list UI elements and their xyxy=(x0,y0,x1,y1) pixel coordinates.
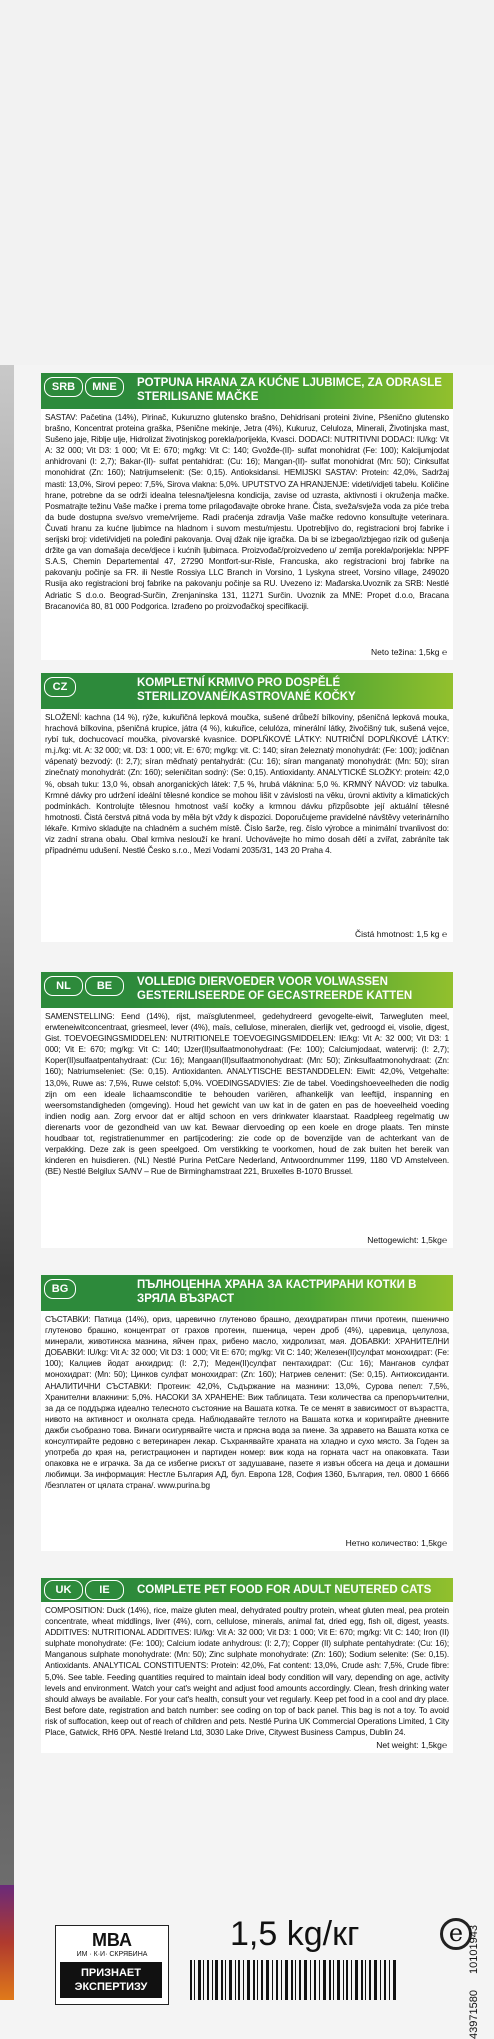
background-top xyxy=(0,0,494,365)
package-weight: 1,5 kg/кг xyxy=(230,1915,360,1953)
panel-header xyxy=(41,673,453,709)
country-badge: BE xyxy=(85,976,124,996)
country-badge: BG xyxy=(44,1279,76,1299)
estimated-sign-icon: e xyxy=(440,1918,472,1950)
panel-body: СЪСТАВКИ: Патица (14%), ориз, царевично глутеново брашно, дехидратиран птичи протеин, пшенично глутеново брашно, концентрат от грахов протеин, пшеница, черен дроб (4%), царевица, целулоза, минерали, животинска мазнина, яйчен прах, рибено масло, хидролизат, мая. ДОБАВКИ: ХРАНИТЕЛНИ ДОБАВКИ: IU/kg: Vit A: 32 000; Vit D3: 1 000; Vit E: 670; mg/kg: Vit C: 140; Железен(II)сулфат монохидрат: (Fe: 100); Калциев йодат анхидрид: (I: 2,7); Меден(II)сулфат пентахидрат: (Cu: 16); Манганов сулфат монохидрат: (Mn: 50); Цинков сулфат монохидрат: (Zn: 160); Натриев селенит: (Se: 0,15). Антиоксиданти. АНАЛИТИЧНИ СЪСТАВКИ: Протеин: 42,0%, Съдържание на мазнини: 13,0%, Сурова пепел: 7,5%, Хранителни влакнини: 5,0%. НАСОКИ ЗА ХРАНЕНЕ: Виж таблицата. Тези количества са препоръчителни, за да се поддържа идеално телесното състояние на Вашата котка. Те се менят в зависимост от възрастта, нивото на активност и околната среда. Наблюдавайте теглото на Вашата котка и коригирайте дневните дажби съобразно това. Винаги осигурявайте чиста и прясна вода за пиене. За здравето на Вашата котка се консултирайте редовно с ветеринарен лекар. Съхранявайте храната на хладно и сухо място. За Годен за употреба до края на, регистрационен и партиден номер: виж кода на горната част на опаковката. Тази опаковка не е играчка. За да се избегне рискът от задушаване, пазете я извън обсега на деца и домашни любимци. За информация: Нестле България АД, бул. Европа 128, София 1360, България, тел. 0800 1 6666 /безплатен от цялата страна/. www.purina.bg xyxy=(45,1315,449,1491)
country-badge: IE xyxy=(85,1580,124,1600)
label-panel-cz xyxy=(41,673,453,942)
country-badge: UK xyxy=(44,1580,83,1600)
mba-endorsement xyxy=(60,1962,162,1998)
package-edge-accent xyxy=(0,1885,14,2000)
mba-title: МВА xyxy=(91,1930,133,1950)
panel-body: SAMENSTELLING: Eend (14%), rijst, maïsglutenmeel, gedehydreerd gevogelte-eiwit, Tarwegluten meel, erwteneiwitconcentraat, griesmeel, lever (4%), maïs, cellulose, mineralen, dierlijk vet, gedroogd ei, visolie, digest, Gist. TOEVOEGINGSMIDDELEN: NUTRITIONELE TOEVOEGINGSMIDDELEN: IE/kg: Vit A: 32 000; Vit D3: 1 000; Vit E: 670; mg/kg: Vit C: 140; IJzer(II)sulfaatmonohydraat: (Fe: 100); Calciumjodaat, watervrij: (I: 2,7); Koper(II)sulfaatpentahydraat: (Cu: 16); Mangaan(II)sulfaatmonohydraat: (Mn: 50); Zinksulfaatmonohydraat: (Zn: 160); Natriumseleniet: (Se: 0,15). Antioxidanten. ANALYTISCHE BESTANDDELEN: Eiwit: 42,0%, Vetgehalte: 13,0%, Ruwe as: 7,5%, Ruwe celstof: 5,0%. VOEDINGSADVIES: Zie de tabel. Voedingshoeveelheden die nodig zijn om een ideale lichaamsconditie te behouden variëren, afhankelijk van leeftijd, inspanning en weersomstandigheden (omgeving). Houd het gewicht van uw kat in de gaten en pas de hoeveelheid voeding indien nodig aan. Zorg ervoor dat er altijd schoon en vers drinkwater klaarstaat. Raadpleeg regelmatig uw dierenarts voor de gezondheid van uw kat. Bewaar diervoeding op een koele en droge plaats. Ten minste houdbaar tot, registratienummer en partijcodering: zie code op de bovenzijde van de achterkant van de verpakking. Deze zak is geen speelgoed. Om verstikking te voorkomen, houd de zak buiten het bereik van kinderen en huisdieren. (NL) Nestlé Purina PetCare Nederland, Antwoordnummer 1199, 1180 VD Amstelveen. (BE) Nestlé Belgilux SA/NV – Rue de Birminghamstraat 221, Bruxelles B-1070 Brussel. xyxy=(45,1012,449,1177)
panel-body: COMPOSITION: Duck (14%), rice, maize gluten meal, dehydrated poultry protein, wheat gluten meal, pea protein concentrate, wheat middlings, liver (4%), corn, cellulose, minerals, animal fat, dried egg, fish oil, digest, yeasts. ADDITIVES: NUTRITIONAL ADDITIVES: IU/kg: Vit A: 32 000; Vit D3: 1 000; Vit E: 670; mg/kg: Vit C: 140; Iron (II) sulphate monohydrate: (Fe: 100); Calcium iodate anhydrous: (I: 2,7); Copper (II) sulphate pentahydrate: (Cu: 16); Manganous sulphate monohydrate: (Mn: 50); Zinc sulphate monohydrate: (Zn: 160); Sodium selenite: (Se: 0,15). Antioxidants. ANALYTICAL CONSTITUENTS: Protein: 42,0%, Fat content: 13,0%, Crude ash: 7,5%, Crude fibre: 5,0%. See table. Feeding quantities required to maintain ideal body condition will vary, depending on age, activity levels and environment. Watch your cat's weight and adjust food amounts accordingly. Clean, fresh drinking water should always be available. For your cat's health, consult your vet regularly. Keep pet food in a cool and dry place. Best before date, registration and batch number: see coding on top of back panel. This bag is not a toy. To avoid risk of suffocation, keep out of reach of children and pets. Nestlé Purina UK Commercial Operations Limited, 1 City Place, Gatwick, RH6 0PA. Nestlé Ireland Ltd, 3030 Lake Drive, Citywest Business Campus, Dublin 24. xyxy=(45,1606,449,1738)
panel-title: ПЪЛНОЦЕННА ХРАНА ЗА КАСТРИРАНИ КОТКИ В ЗРЯЛА ВЪЗРАСТ xyxy=(137,1279,417,1305)
panel-body: SASTAV: Pačetina (14%), Pirinač, Kukuruzno glutensko brašno, Dehidrisani proteini živine, Pšenično glutensko brašno, Koncentrat proteina graška, Pšenične mekinje, Jetra (4%), Kukuruz, Celuloza, Minerali, Životinjska mast, Sušeno jaje, Riblje ulje, Hidrolizat životinjskog porekla/porijekla, Kvasci. DODACI: NUTRITIVNI DODACI: IU/kg: Vit A: 32 000; Vit D3: 1 000; Vit E: 670; mg/kg: Vit C: 140; Gvožđe-(II)- sulfat monohidrat (Fe: 100); Kalcijumjodat anhidrovani (I: 2,7); Bakar-(II)- sulfat pentahidrat: (Cu: 16); Mangan-(II)- sulfat monohidrat (Mn: 50); Cinksulfat monohidrat (Zn: 160); Natrijumselenit: (Se: 0,15). Antioksidansi. HEMIJSKI SASTAV: Protein: 42,0%, Sadržaj masti: 13,0%, Sirovi pepeo: 7,5%, Sirova vlakna: 5,0%. UPUTSTVO ZA HRANJENJE: videti/vidjeti tabelu. Količine hrane, potrebne da se održi idealna telesna/tjelesna kondicija, zavise od uzrasta, aktivnosti i okruženja mačke. Posmatrajte težinu Vaše mačke i prema tome prilagođavajte obroke hrane. Čista, sveža/svježa voda za piće treba da bude dostupna sve/svo vreme/vrijeme. Radi praćenja zdravlja Vaše mačke redovno konsultujte veterinara. Čuvati hranu za kućne ljubimce na hladnom i suvom mestu/mjestu. Upotrebljivo do, registracioni broj fabrike i serijski broj: videti/vidjeti na poleđini pakovanja. Ovaj džak nije igračka. Da bi se izbegao/izbjegao rizik od gušenja držite ga van domašaja dece/djece i kućnih ljubimaca. Proizvođač/proizvedeno u/ zemlja porekla/porijekla: NPPF S.A.S, Chemin Departemental 47, 27290 Montfort-sur-Risle, Francuska, ako registracioni broj fabrike na pakovanju počinje sa FR. ili Nestle Rossiya LLC Branch in Vorsino, 1 Lyskyna street, Vorsino village, 249020 Rusija ako registracioni broj fabrike na pakovanju počinje sa RU. Uvezeno iz: Mađarska.Uvoznik za SRB: Nestlé Adriatic S d.o.o. Beograd-Surčin, Zrenjaninska 131, 11271 Surčin. Uvoznik za MNE: Propet d.o.o, Bracana Bracanovića 80, 81 000 Podgorica. Izrađeno po proizvođačkoj specifikaciji. xyxy=(45,413,449,611)
package-edge-strip xyxy=(0,365,14,1885)
panel-header xyxy=(41,373,453,409)
panel-title: POTPUNA HRANA ZA KUĆNE LJUBIMCE, ZA ODRASLE STERILISANE MAČKE xyxy=(137,377,442,403)
label-panel-srb-mne xyxy=(41,373,453,660)
mba-endorsement-line1: ПРИЗНАЕТ xyxy=(81,1967,141,1979)
panel-header xyxy=(41,972,453,1008)
product-code-2: 43971580 xyxy=(468,1990,480,2039)
panel-header xyxy=(41,1578,453,1602)
country-badge: MNE xyxy=(85,377,124,397)
label-panel-bg xyxy=(41,1275,453,1551)
label-panel-uk-ie xyxy=(41,1578,453,1753)
net-weight: Net weight: 1,5kg℮ xyxy=(376,1740,447,1750)
panel-title: KOMPLETNÍ KRMIVO PRO DOSPĚLÉ STERILIZOVANÉ/KASTROVANÉ KOČKY xyxy=(137,677,356,703)
panel-title: COMPLETE PET FOOD FOR ADULT NEUTERED CATS xyxy=(137,1584,432,1596)
panel-body: SLOŽENÍ: kachna (14 %), rýže, kukuřičná lepková moučka, sušené drůbeží bílkoviny, pšeničná lepková mouka, hrachová bílkovina, pšeničná krupice, játra (4 %), kukuřice, celulóza, minerální látky, živočišný tuk, sušená vejce, rybí tuk, dochucovací moučka, pivovarské kvasnice. DOPLŇKOVÉ LÁTKY: NUTRIČNÍ DOPLŇKOVÉ LÁTKY: m.j./kg: vit. A: 32 000; vit. D3: 1 000; vit. E: 670; mg/kg: vit. C: 140; síran železnatý monohydrát: (Fe: 100); jodičnan vápenatý bezvodý: (I: 2,7); síran měďnatý pentahydrát: (Cu: 16); síran manganatý monohydrát: (Mn: 50); síran zinečnatý monohydrát: (Zn: 160); seleničitan sodný: (Se: 0,15). Antioxidanty. ANALYTICKÉ SLOŽKY: protein: 42,0 %, obsah tuku: 13,0 %, obsah anorganických látek: 7,5 %, hrubá vláknina: 5,0 %. KRMNÝ NÁVOD: viz tabulka. Krmné dávky pro udržení ideální tělesné kondice se mohou lišit v závislosti na věku, úrovni aktivity a klimatických podmínkách. Kontrolujte tělesnou hmotnost vaší kočky a krmnou dávku přizpůsobte její aktuální tělesné hmotnosti. Čistá čerstvá pitná voda by měla být vždy k dispozici. Doporučujeme pravidelné návštěvy veterinárního lékaře. Krmivo skladujte na chladném a suchém místě. Číslo šarže, reg. číslo výrobce a minimální trvanlivost do: viz zadní strana obalu. Obal krmiva neslouží ke hraní. Uchovávejte ho mimo dosah dětí a zvířat, zabráníte tak případnému udušení. Nestlé Česko s.r.o., Mezi Vodami 2035/31, 143 20 Praha 4. xyxy=(45,713,449,856)
country-badge: CZ xyxy=(44,677,76,697)
mba-endorsement-line2: ЭКСПЕРТИЗУ xyxy=(74,1981,148,1993)
product-code: 10101943 xyxy=(468,1925,480,1974)
net-weight: Nettogewicht: 1,5kg℮ xyxy=(367,1235,447,1245)
panel-title: VOLLEDIG DIERVOEDER VOOR VOLWASSEN GESTERILISEERDE OF GECASTREERDE KATTEN xyxy=(137,976,413,1002)
country-badge: NL xyxy=(44,976,83,996)
panel-header xyxy=(41,1275,453,1311)
net-weight: Čistá hmotnost: 1,5 kg ℮ xyxy=(354,929,447,939)
mba-subtitle: ИМ · К·И· СКРЯБИНА xyxy=(76,1951,148,1958)
net-weight: Neto težina: 1,5kg ℮ xyxy=(371,647,447,657)
country-badge: SRB xyxy=(44,377,83,397)
label-panel-nl-be xyxy=(41,972,453,1248)
net-weight: Нетно количество: 1,5kg℮ xyxy=(345,1538,447,1548)
barcode xyxy=(180,1960,410,2000)
